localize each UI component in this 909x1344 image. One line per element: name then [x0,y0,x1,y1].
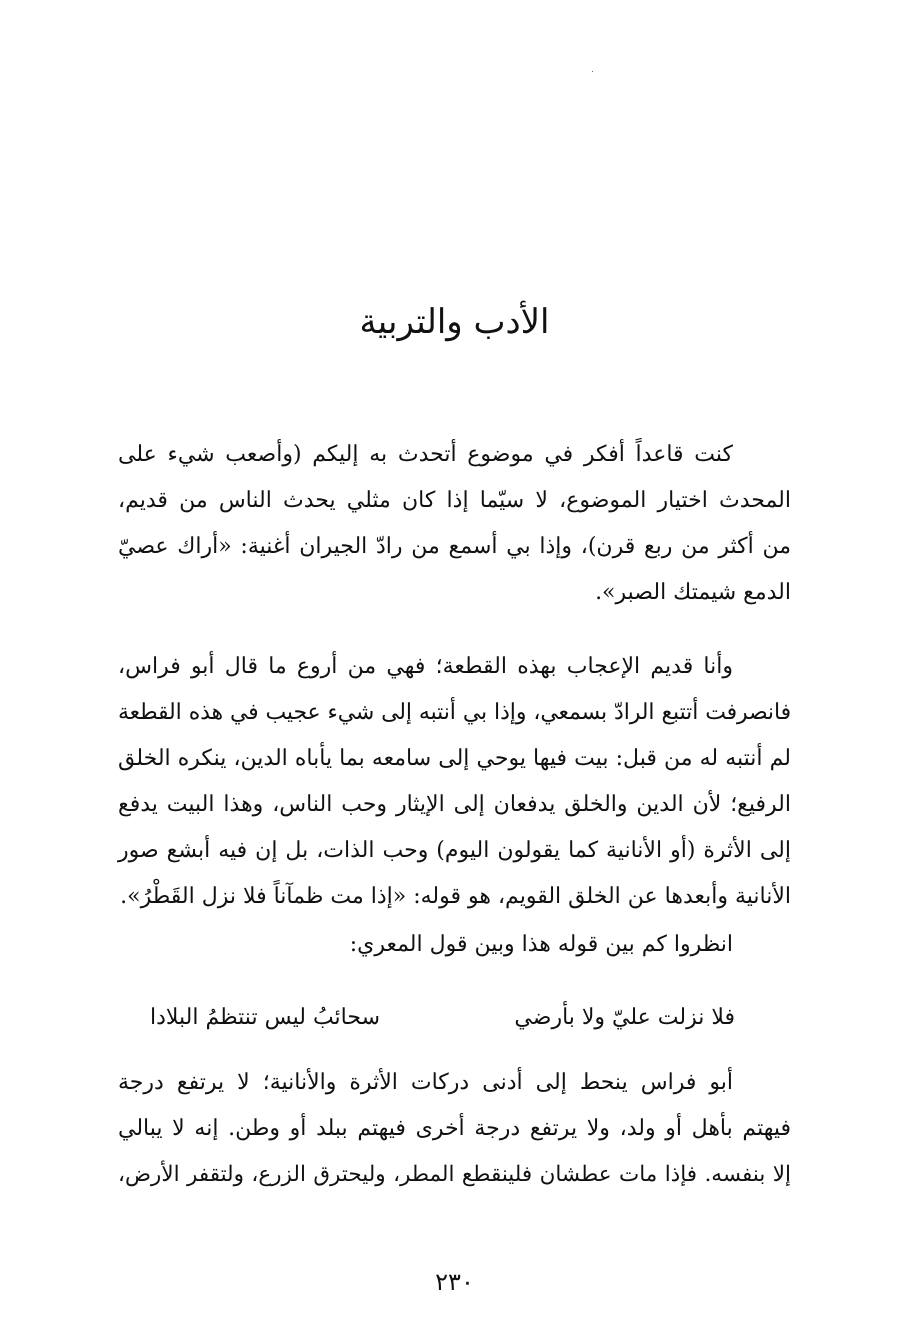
paragraph-line: انظروا كم بين قوله هذا وبين قول المعري: [349,932,733,957]
paragraph-1 [118,432,791,616]
paragraph-line: لم أنتبه له من قبل: بيت فيها يوحي إلى سامعه بما يأباه الدين، ينكره الخلق [118,746,791,771]
paragraph-line: الرفيع؛ لأن الدين والخلق يدفعان إلى الإيثار وحب الناس، وهذا البيت يدفع [118,792,792,817]
poetry-verse [150,995,735,1041]
paragraph-line: من أكثر من ربع قرن)، وإذا بي أسمع من رادّ الجيران أغنية: «أراك عصيّ [118,534,791,559]
paragraph-line: فيهتم بأهل أو ولد، ولا يرتفع درجة أخرى فيهتم ببلد أو وطن. إنه لا يبالي [118,1116,791,1141]
scan-speck-decoration [592,71,593,72]
paragraph-line: كنت قاعداً أفكر في موضوع أتحدث به إليكم (وأصعب شيء على [118,442,733,467]
paragraph-4 [118,1060,791,1198]
paragraph-3 [118,922,791,968]
paragraph-line: الأنانية وأبعدها عن الخلق القويم، هو قوله: «إذا مت ظمآناً فلا نزل القَطْرُ». [120,884,791,909]
verse-first-hemistich: فلا نزلت عليّ ولا بأرضي [514,1005,735,1030]
paragraph-line: الدمع شيمتك الصبر». [595,580,791,605]
paragraph-line: أبو فراس ينحط إلى أدنى دركات الأثرة والأنانية؛ لا يرتفع درجة [118,1070,733,1095]
chapter-title: الأدب والتربية [359,302,550,342]
paragraph-line: إلى الأثرة (أو الأنانية كما يقولون اليوم) وحب الذات، بل إن فيه أبشع صور [118,838,791,863]
paragraph-line: وأنا قديم الإعجاب بهذه القطعة؛ فهي من أروع ما قال أبو فراس، [118,654,733,679]
page-number: ٢٣٠ [435,1268,474,1296]
paragraph-line: فانصرفت أتتبع الرادّ بسمعي، وإذا بي أنتبه إلى شيء عجيب في هذه القطعة [118,700,791,725]
paragraph-line: المحدث اختيار الموضوع، لا سيّما إذا كان مثلي يحدث الناس من قديم، [118,488,791,513]
paragraph-2 [118,644,791,920]
verse-second-hemistich: سحائبُ ليس تنتظمُ البلادا [150,1005,381,1030]
paragraph-line: إلا بنفسه. فإذا مات عطشان فلينقطع المطر، وليحترق الزرع، ولتقفر الأرض، [118,1162,791,1187]
